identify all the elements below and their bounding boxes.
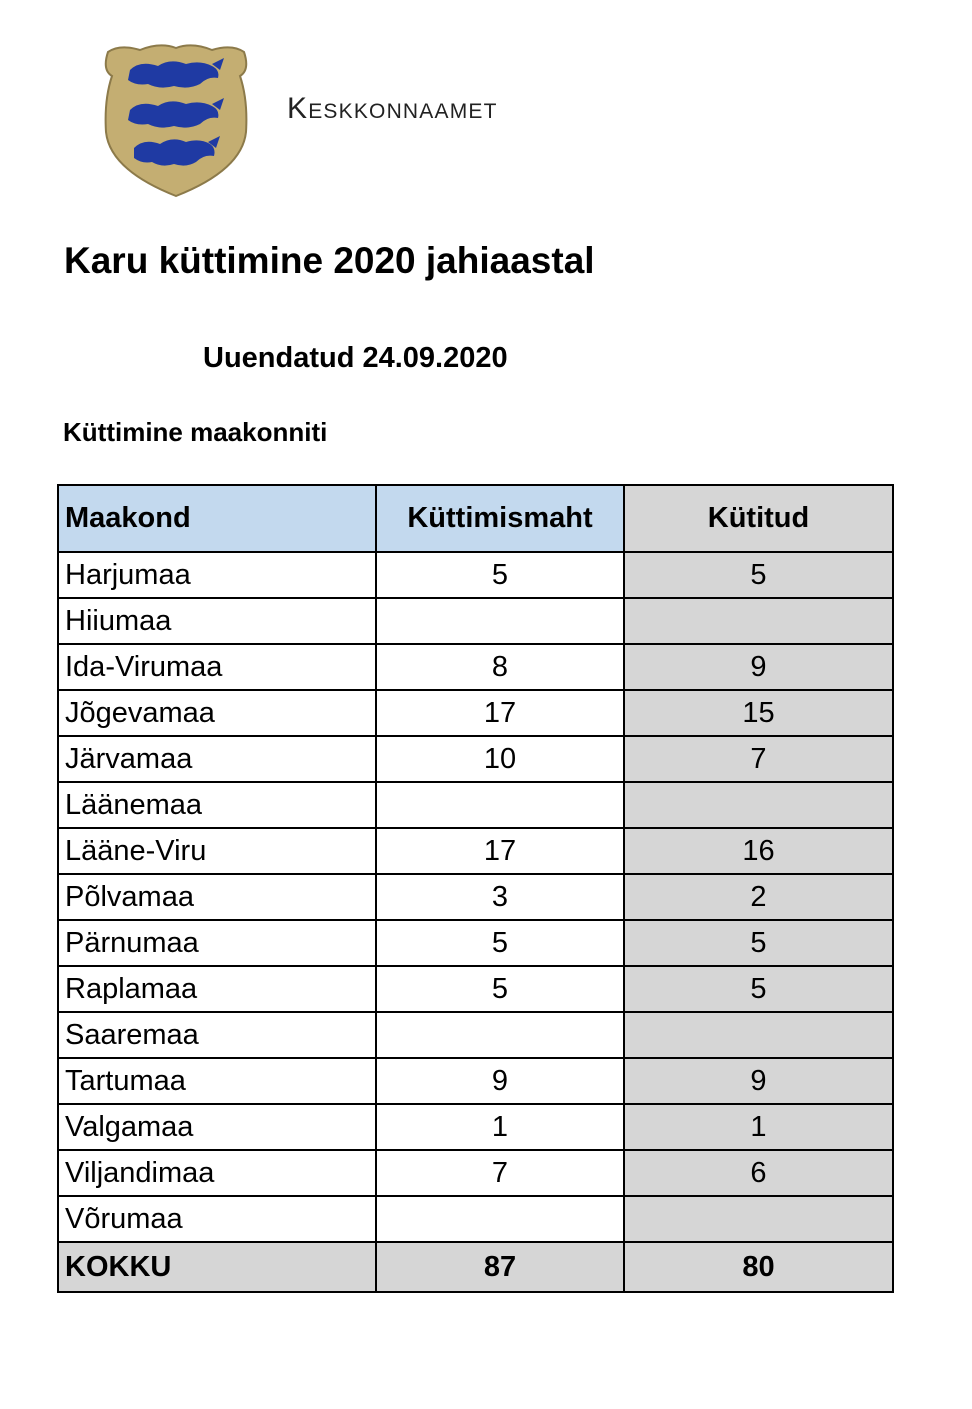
cell-county: Läänemaa (58, 782, 376, 828)
cell-county: Võrumaa (58, 1196, 376, 1242)
table-row (58, 552, 893, 598)
total-row (58, 1242, 893, 1292)
cell-county: Tartumaa (58, 1058, 376, 1104)
cell-quota: 5 (376, 966, 624, 1012)
column-header-hunted: Kütitud (624, 485, 893, 552)
table-header-row (58, 485, 893, 552)
cell-quota: 9 (376, 1058, 624, 1104)
cell-county: Raplamaa (58, 966, 376, 1012)
cell-county: Harjumaa (58, 552, 376, 598)
table-row (58, 1058, 893, 1104)
cell-hunted (624, 1012, 893, 1058)
section-title: Küttimine maakonniti (63, 417, 328, 447)
table-row (58, 644, 893, 690)
organization-name: Keskkonnaamet (287, 92, 498, 125)
table-body (58, 552, 893, 1242)
cell-county: Hiiumaa (58, 598, 376, 644)
table-row (58, 1196, 893, 1242)
cell-county: Valgamaa (58, 1104, 376, 1150)
cell-hunted: 9 (624, 1058, 893, 1104)
cell-hunted: 7 (624, 736, 893, 782)
cell-quota (376, 782, 624, 828)
cell-hunted: 2 (624, 874, 893, 920)
cell-quota (376, 598, 624, 644)
cell-quota: 1 (376, 1104, 624, 1150)
cell-hunted: 15 (624, 690, 893, 736)
table-row (58, 736, 893, 782)
table-row (58, 782, 893, 828)
cell-county: Põlvamaa (58, 874, 376, 920)
estonian-coat-of-arms-icon (100, 40, 252, 200)
cell-quota: 8 (376, 644, 624, 690)
cell-quota: 7 (376, 1150, 624, 1196)
table-row (58, 1104, 893, 1150)
total-label: KOKKU (58, 1242, 376, 1292)
table-row (58, 828, 893, 874)
cell-hunted: 6 (624, 1150, 893, 1196)
table-row (58, 690, 893, 736)
cell-quota: 5 (376, 920, 624, 966)
cell-county: Pärnumaa (58, 920, 376, 966)
cell-quota (376, 1012, 624, 1058)
cell-county: Viljandimaa (58, 1150, 376, 1196)
cell-county: Järvamaa (58, 736, 376, 782)
cell-quota: 5 (376, 552, 624, 598)
cell-quota: 17 (376, 690, 624, 736)
total-quota: 87 (376, 1242, 624, 1292)
table-row (58, 1012, 893, 1058)
cell-hunted (624, 1196, 893, 1242)
cell-county: Jõgevamaa (58, 690, 376, 736)
updated-date: Uuendatud 24.09.2020 (203, 342, 508, 374)
column-header-county: Maakond (58, 485, 376, 552)
cell-hunted: 16 (624, 828, 893, 874)
cell-hunted: 9 (624, 644, 893, 690)
cell-county: Ida-Virumaa (58, 644, 376, 690)
cell-quota: 17 (376, 828, 624, 874)
cell-hunted: 5 (624, 966, 893, 1012)
cell-county: Lääne-Viru (58, 828, 376, 874)
table-row (58, 598, 893, 644)
cell-county: Saaremaa (58, 1012, 376, 1058)
page-title: Karu küttimine 2020 jahiaastal (64, 240, 595, 281)
table-row (58, 966, 893, 1012)
cell-quota (376, 1196, 624, 1242)
table-row (58, 1150, 893, 1196)
column-header-quota: Küttimismaht (376, 485, 624, 552)
cell-hunted: 1 (624, 1104, 893, 1150)
cell-hunted (624, 598, 893, 644)
cell-quota: 3 (376, 874, 624, 920)
cell-quota: 10 (376, 736, 624, 782)
lions-group (128, 58, 224, 166)
cell-hunted (624, 782, 893, 828)
cell-hunted: 5 (624, 552, 893, 598)
table-row (58, 920, 893, 966)
hunting-table (57, 484, 894, 1293)
total-hunted: 80 (624, 1242, 893, 1292)
cell-hunted: 5 (624, 920, 893, 966)
table-row (58, 874, 893, 920)
